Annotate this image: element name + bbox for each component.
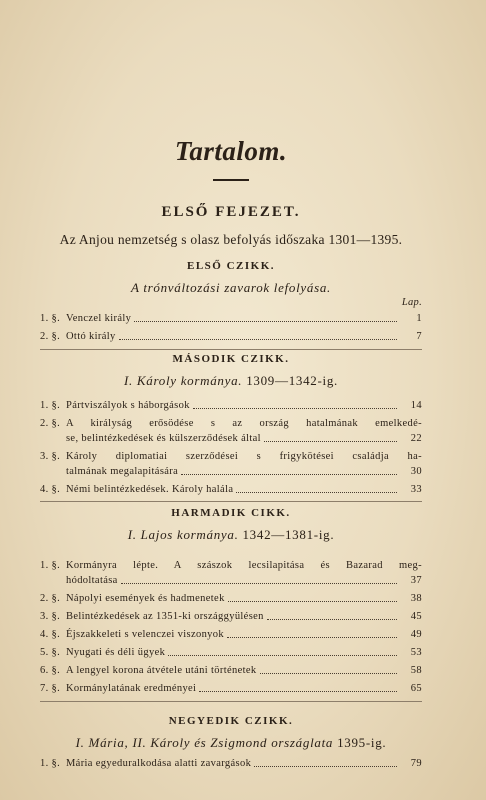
- page-title: Tartalom.: [174, 136, 288, 166]
- toc-entry: [40, 589, 422, 607]
- entry-title: Venczel király: [66, 312, 132, 324]
- entry-page-number: 30: [410, 465, 422, 477]
- toc-entry: [40, 661, 422, 679]
- entry-title: A lengyel korona átvétele utáni történetek: [66, 664, 257, 676]
- entry-page-number: 49: [410, 628, 422, 640]
- dot-leader: [199, 691, 397, 692]
- entry-title-line: A királyság erősödése s az ország hatalmának emelkedé-: [66, 417, 422, 429]
- article-4: [40, 714, 422, 772]
- entry-number: 2. §.: [40, 330, 61, 342]
- entry-title: Ottó király: [66, 330, 116, 342]
- toc-entry: [40, 447, 422, 480]
- article-subtitle-years: 1342—1381-ig.: [242, 527, 335, 542]
- toc-entry: [40, 480, 422, 498]
- entry-line: [66, 398, 422, 413]
- entry-number: 4. §.: [40, 483, 61, 495]
- toc-entry: [40, 556, 422, 589]
- entry-title: hódoltatása: [66, 574, 118, 586]
- entry-page-number: 1: [416, 312, 422, 324]
- entry-title: Mária egyeduralkodása alatti zavargások: [66, 757, 252, 769]
- entry-body: [66, 558, 422, 588]
- toc-entry: [40, 414, 422, 447]
- entry-body: [66, 398, 422, 413]
- entry-body: [66, 756, 422, 771]
- entry-number: 3. §.: [40, 450, 61, 462]
- article-subtitle-italic: I. Lajos kormánya.: [127, 527, 239, 542]
- entry-line: [66, 627, 422, 642]
- entry-page-number: 33: [410, 483, 422, 495]
- entry-page-number: 22: [410, 432, 422, 444]
- article-2: [40, 352, 422, 502]
- article-subtitle-italic: A trónváltozási zavarok lefolyása.: [130, 280, 331, 295]
- entry-line: [66, 329, 422, 344]
- section-rule: [40, 701, 422, 702]
- entry-body: [66, 681, 422, 696]
- entry-title: se, belintézkedések és külszerződések által: [66, 432, 261, 444]
- dot-leader: [267, 619, 397, 620]
- entry-body: [66, 627, 422, 642]
- entry-title: talmának megalapitására: [66, 465, 179, 477]
- contents-column: [40, 0, 422, 772]
- article-subtitle: [40, 279, 422, 297]
- entry-body: [66, 449, 422, 479]
- entry-number: 2. §.: [40, 592, 61, 604]
- chapter-heading: ELSŐ FEJEZET.: [161, 204, 301, 220]
- entry-body: [66, 609, 422, 624]
- article-heading: NEGYEDIK CZIKK.: [168, 715, 294, 727]
- entry-line: [66, 681, 422, 696]
- entry-page-number: 7: [416, 330, 422, 342]
- article-heading: ELSŐ CZIKK.: [186, 260, 276, 272]
- entry-body: [66, 329, 422, 344]
- entry-page-number: 14: [410, 399, 422, 411]
- chapter-subtitle: Az Anjou nemzetség s olasz befolyás időszaka 1301—1395.: [59, 232, 403, 247]
- article-3: [40, 506, 422, 702]
- dot-leader: [254, 766, 397, 767]
- dot-leader: [134, 321, 397, 322]
- title-rule: [213, 179, 249, 181]
- entry-number: 1. §.: [40, 757, 61, 769]
- dot-leader: [193, 408, 397, 409]
- entry-page-number: 58: [410, 664, 422, 676]
- toc-entry: [40, 679, 422, 697]
- entry-number: 1. §.: [40, 559, 61, 571]
- entry-title: Nápolyi események és hadmenetek: [66, 592, 225, 604]
- entry-line: [66, 756, 422, 771]
- toc-entry: [40, 327, 422, 345]
- entry-title-line: Károly diplomatiai szerződései s frigykötései családja ha-: [66, 450, 422, 462]
- entry-title: Belintézkedések az 1351-ki országgyülésen: [66, 610, 264, 622]
- article-subtitle-years: 1309—1342-ig.: [246, 373, 338, 388]
- entry-body: [66, 663, 422, 678]
- entry-line: [66, 573, 422, 588]
- entry-line: [66, 591, 422, 606]
- entry-body: [66, 311, 422, 326]
- dot-leader: [236, 492, 397, 493]
- entry-number: 1. §.: [40, 312, 61, 324]
- section-rule: [40, 349, 422, 350]
- dot-leader: [119, 339, 397, 340]
- toc-entry: [40, 625, 422, 643]
- entry-line: [66, 645, 422, 660]
- article-subtitle: [40, 372, 422, 390]
- entry-line: [66, 482, 422, 497]
- entry-page-number: 65: [410, 682, 422, 694]
- entry-line: [66, 609, 422, 624]
- toc-entry: [40, 754, 422, 772]
- entry-line: [66, 431, 422, 446]
- dot-leader: [227, 637, 397, 638]
- entry-page-number: 38: [410, 592, 422, 604]
- entry-page-number: 37: [410, 574, 422, 586]
- entry-body: [66, 591, 422, 606]
- entry-page-number: 45: [410, 610, 422, 622]
- entry-title: Kormánylatának eredményei: [66, 682, 197, 694]
- entry-page-number: 53: [410, 646, 422, 658]
- article-subtitle-years: 1395-ig.: [337, 735, 387, 750]
- entry-body: [66, 482, 422, 497]
- page-column-label: Lap.: [401, 297, 422, 308]
- toc-entry: [40, 643, 422, 661]
- toc-entry: [40, 396, 422, 414]
- entry-number: 7. §.: [40, 682, 61, 694]
- entry-line: [66, 311, 422, 326]
- dot-leader: [264, 441, 397, 442]
- article-1: [40, 259, 422, 350]
- entry-title: Pártviszályok s háborgások: [66, 399, 190, 411]
- article-subtitle: [40, 734, 422, 752]
- entry-body: [66, 416, 422, 446]
- entry-number: 5. §.: [40, 646, 61, 658]
- entry-number: 6. §.: [40, 664, 61, 676]
- entry-title: Nyugati és déli ügyek: [66, 646, 166, 658]
- entry-line: [66, 663, 422, 678]
- toc-entry: [40, 607, 422, 625]
- entry-body: [66, 645, 422, 660]
- section-rule: [40, 501, 422, 502]
- article-subtitle-italic: I. Károly kormánya.: [124, 373, 243, 388]
- entry-line: [66, 464, 422, 479]
- entry-number: 4. §.: [40, 628, 61, 640]
- dot-leader: [121, 583, 397, 584]
- entry-title: Éjszakkeleti s velenczei viszonyok: [66, 628, 224, 640]
- article-heading: MÁSODIK CZIKK.: [172, 353, 290, 365]
- dot-leader: [168, 655, 397, 656]
- entry-page-number: 79: [410, 757, 422, 769]
- article-subtitle-italic: I. Mária, II. Károly és Zsigmond országlata: [75, 735, 334, 750]
- dot-leader: [181, 474, 397, 475]
- entry-number: 3. §.: [40, 610, 61, 622]
- entry-title: Némi belintézkedések. Károly halála: [66, 483, 234, 495]
- article-subtitle: [40, 526, 422, 544]
- dot-leader: [228, 601, 397, 602]
- dot-leader: [260, 673, 397, 674]
- entry-title-line: Kormányra lépte. A szászok lecsilapitása és Bazarad meg-: [66, 559, 422, 571]
- entry-number: 1. §.: [40, 399, 61, 411]
- toc-entry: [40, 309, 422, 327]
- article-heading: HARMADIK CIKK.: [171, 507, 291, 519]
- entry-number: 2. §.: [40, 417, 61, 429]
